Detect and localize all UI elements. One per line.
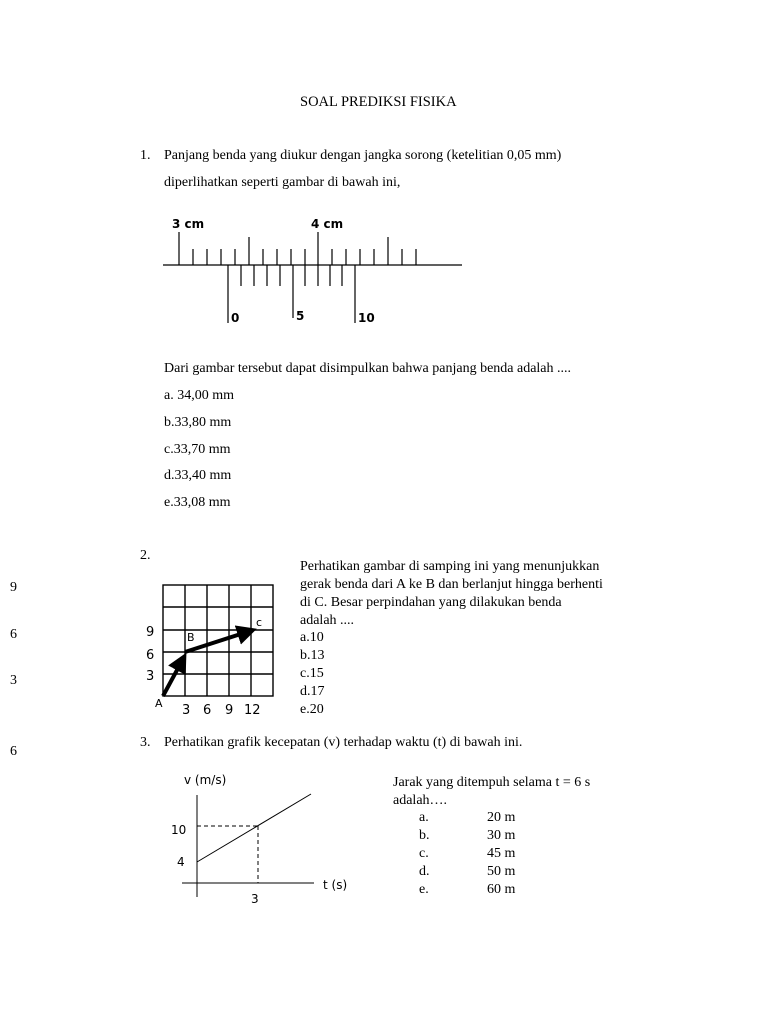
page-title: SOAL PREDIKSI FISIKA <box>300 94 457 110</box>
q3-option-a-value: 20 m <box>487 810 516 825</box>
y-label-6: 6 <box>146 648 155 663</box>
q3-option-e-letter: e. <box>419 882 429 897</box>
q3-text: Perhatikan grafik kecepatan (v) terhadap waktu (t) di bawah ini. <box>164 735 523 750</box>
q2-text-line2: gerak benda dari A ke B dan berlanjut hingga berhenti <box>300 577 603 592</box>
x-label-3: 3 <box>182 703 191 718</box>
q2-option-c: c.15 <box>300 666 324 681</box>
point-label-b: B <box>187 631 195 644</box>
y-tick-4: 4 <box>177 855 185 869</box>
q3-option-a-letter: a. <box>419 810 429 825</box>
q3-question-line1: Jarak yang ditempuh selama t = 6 s <box>393 775 591 790</box>
q2-text-line4: adalah .... <box>300 613 355 628</box>
x-label-6: 6 <box>203 703 212 718</box>
q3-option-c-value: 45 m <box>487 846 516 861</box>
q2-option-b: b.13 <box>300 648 325 663</box>
point-label-a: A <box>155 697 163 710</box>
q3-option-d-value: 50 m <box>487 864 516 879</box>
q1-option-c: c.33,70 mm <box>164 442 231 457</box>
vernier-label-5: 5 <box>296 309 305 323</box>
x-label-12: 12 <box>244 703 261 718</box>
q2-text-line1: Perhatikan gambar di samping ini yang menunjukkan <box>300 559 600 574</box>
margin-number: 3 <box>10 673 17 688</box>
q3-option-d-letter: d. <box>419 864 430 879</box>
q1-option-b: b.33,80 mm <box>164 415 232 430</box>
margin-number: 9 <box>10 580 17 595</box>
q1-option-e: e.33,08 mm <box>164 495 231 510</box>
q3-option-c-letter: c. <box>419 846 429 861</box>
q3-option-e-value: 60 m <box>487 882 516 897</box>
q2-text-line3: di C. Besar perpindahan yang dilakukan benda <box>300 595 562 610</box>
y-label-9: 9 <box>146 625 155 640</box>
q1-text-line1: Panjang benda yang diukur dengan jangka sorong (ketelitian 0,05 mm) <box>164 148 562 163</box>
q2-option-d: d.17 <box>300 684 325 699</box>
point-label-c: c <box>256 616 263 629</box>
q3-question-line2: adalah…. <box>393 793 448 808</box>
x-label-9: 9 <box>225 703 234 718</box>
q3-option-b-value: 30 m <box>487 828 516 843</box>
q3-number: 3. <box>140 735 151 750</box>
q1-text-line2: diperlihatkan seperti gambar di bawah ini, <box>164 175 401 190</box>
margin-number: 6 <box>10 744 17 759</box>
q1-number: 1. <box>140 148 151 163</box>
main-scale-label-right: 4 cm <box>311 217 344 231</box>
q2-option-a: a.10 <box>300 630 324 645</box>
velocity-line <box>197 794 311 862</box>
q1-option-d: d.33,40 mm <box>164 468 232 483</box>
v-axis-label: v (m/s) <box>184 773 227 787</box>
vernier-label-10: 10 <box>358 311 375 325</box>
y-tick-10: 10 <box>171 823 187 837</box>
t-axis-label: t (s) <box>323 878 348 892</box>
q1-option-a: a. 34,00 mm <box>164 388 234 403</box>
q1-question: Dari gambar tersebut dapat disimpulkan bahwa panjang benda adalah .... <box>164 361 572 376</box>
q2-option-e: e.20 <box>300 702 324 717</box>
y-label-3: 3 <box>146 669 155 684</box>
vernier-label-0: 0 <box>231 311 240 325</box>
main-scale-label-left: 3 cm <box>172 217 205 231</box>
margin-number: 6 <box>10 627 17 642</box>
x-tick-3: 3 <box>251 892 259 906</box>
q2-number: 2. <box>140 548 151 563</box>
q3-option-b-letter: b. <box>419 828 430 843</box>
